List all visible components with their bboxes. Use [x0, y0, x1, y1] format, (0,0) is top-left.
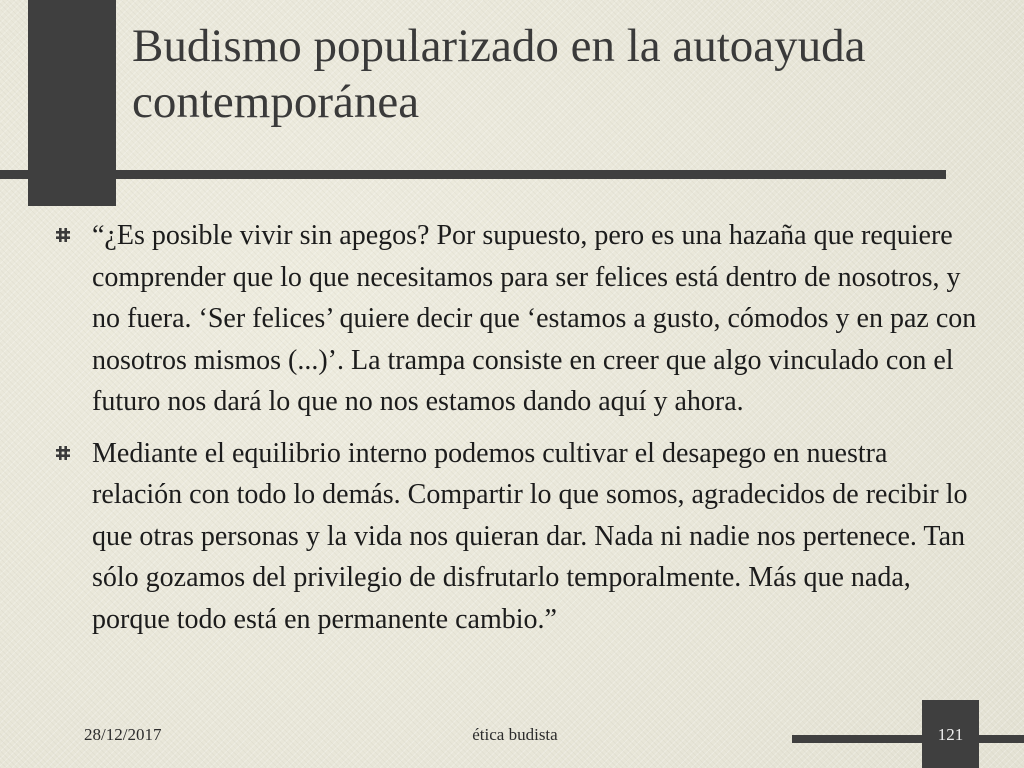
footer-topic: ética budista: [472, 725, 558, 744]
hash-bullet-icon: [56, 446, 70, 460]
bullet-text: “¿Es posible vivir sin apegos? Por supuesto, pero es una hazaña que requiere comprender que lo que necesitamos para ser felices está dentro de nosotros, y no fuera. ‘Ser felices’ quiere decir que ‘estamos a gusto, cómodos y en paz con nosotros mismos (...)’. La trampa consiste en creer que algo vinculado con el futuro nos dará lo que no nos estamos dando aquí y ahora.: [92, 220, 977, 417]
footer-date: 28/12/2017: [84, 725, 162, 744]
bullet-item: [56, 433, 981, 641]
title-underline-bar: [0, 170, 946, 179]
bullet-text: Mediante el equilibrio interno podemos cultivar el desapego en nuestra relación con todo lo demás. Compartir lo que somos, agradecidos de recibir lo que otras personas y la vida nos quieran dar. Nada ni nadie nos pertenece. Tan sólo gozamos del privilegio de disfrutarlo temporalmente. Más que nada, porque todo está en permanente cambio.”: [92, 437, 968, 635]
bullet-item: [56, 215, 981, 423]
footer-accent-bar: [792, 735, 1024, 743]
bullet-list: [56, 215, 981, 650]
page-number: 121: [937, 725, 964, 744]
hash-bullet-icon: [56, 228, 70, 242]
slide-title: Budismo popularizado en la autoayuda contemporánea: [132, 20, 866, 128]
